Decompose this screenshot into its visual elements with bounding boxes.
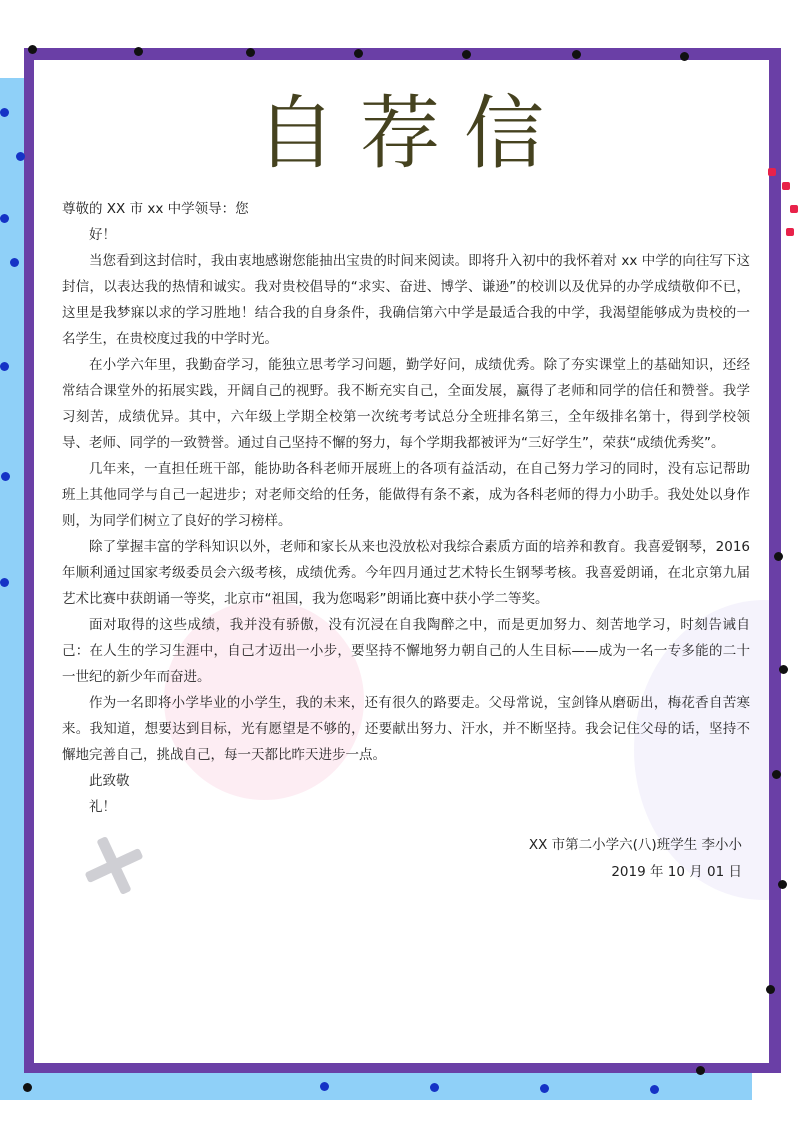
gray-cross-decoration <box>84 830 154 900</box>
paragraph: 在小学六年里，我勤奋学习，能独立思考学习问题，勤学好问，成绩优秀。除了夯实课堂上的基础知识，还经常结合课堂外的拓展实践，开阔自己的视野。我不断充实自己，全面发展，赢得了老师和同学的信任和赞誉。我学习刻苦，成绩优异。其中，六年级上学期全校第一次统考考试总分全班排名第三，全年级排名第十，得到学校领导、老师、同学的一致赞誉。通过自己坚持不懈的努力，每个学期我都被评为“三好学生”，荣获“成绩优秀奖”。 <box>62 357 750 451</box>
letter-body <box>62 196 750 820</box>
signature: XX 市第二小学六(八)班学生 李小小 <box>528 837 742 853</box>
closing-line-1: 此致敬 <box>89 773 130 789</box>
closing-line-2: 礼！ <box>89 799 116 815</box>
paragraph: 几年来，一直担任班干部，能协助各科老师开展班上的各项有益活动，在自己努力学习的同时，没有忘记帮助班上其他同学与自己一起进步；对老师交给的任务，能做得有条不紊，成为各科老师的得力小助手。我处处以身作则，为同学们树立了良好的学习榜样。 <box>62 461 750 529</box>
paragraph: 作为一名即将小学毕业的小学生，我的未来，还有很久的路要走。父母常说，宝剑锋从磨砺出，梅花香自苦寒来。我知道，想要达到目标，光有愿望是不够的，还要献出努力、汗水，并不断坚持。我会记住父母的话，坚持不懈地完善自己，挑战自己，每一天都比昨天进步一点。 <box>62 695 750 763</box>
paragraph: 面对取得的这些成绩，我并没有骄傲，没有沉浸在自我陶醉之中，而是更加努力、刻苦地学习，时刻告诫自己：在人生的学习生涯中，自己才迈出一小步，要坚持不懈地努力朝自己的人生目标——成为一名一专多能的二十一世纪的新少年而奋进。 <box>62 617 750 685</box>
paragraph: 当您看到这封信时，我由衷地感谢您能抽出宝贵的时间来阅读。即将升入初中的我怀着对 xx 中学的向往写下这封信，以表达我的热情和诚实。我对贵校倡导的“求实、奋进、博学、谦逊”的校训以及优异的办学成绩敬仰不已，这里是我梦寐以求的学习胜地！结合我的自身条件，我确信第六中学是最适合我的中学，我渴望能够成为贵校的一名学生，在贵校度过我的中学时光。 <box>62 253 750 347</box>
page-title: 自荐信 <box>256 87 568 180</box>
date: 2019 年 10 月 01 日 <box>611 864 742 880</box>
salutation: 尊敬的 XX 市 xx 中学领导：您 <box>62 201 249 217</box>
paragraph: 除了掌握丰富的学科知识以外，老师和家长从来也没放松对我综合素质方面的培养和教育。我喜爱钢琴，2016 年顺利通过国家考级委员会六级考核，成绩优秀。今年四月通过艺术特长生钢琴考核。我喜爱朗诵，在北京第九届艺术比赛中获朗诵一等奖，北京市“祖国，我为您喝彩”朗诵比赛中获小学二等奖。 <box>62 539 750 607</box>
greeting: 好！ <box>89 227 116 243</box>
